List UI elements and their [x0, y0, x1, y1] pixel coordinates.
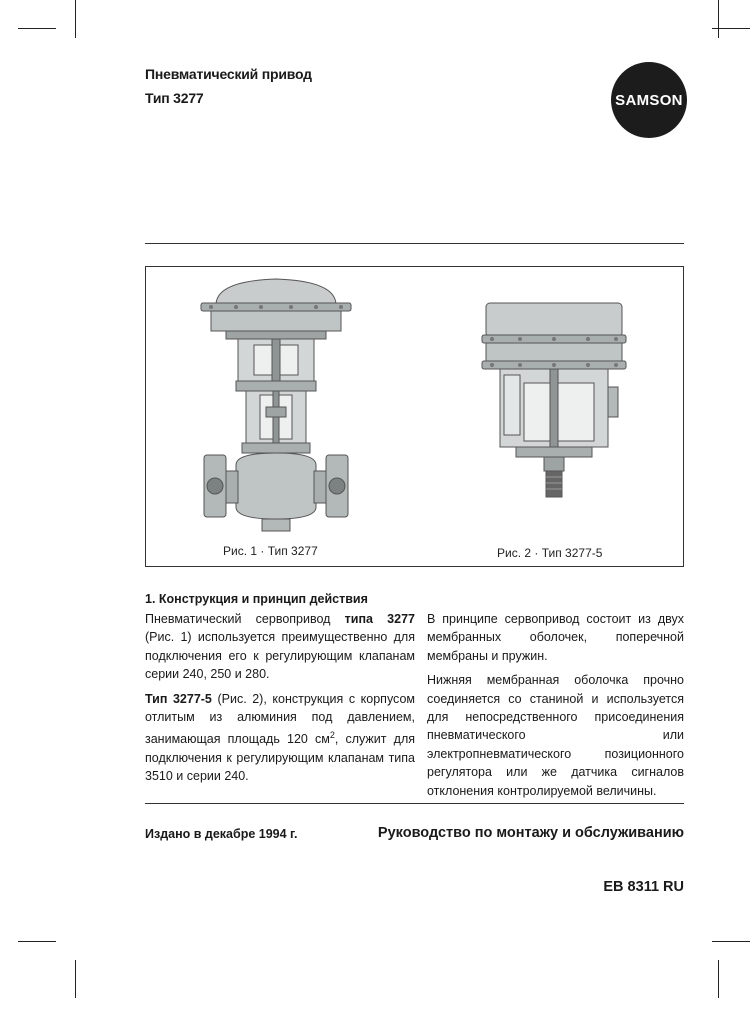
- crop-mark: [75, 960, 76, 998]
- crop-mark: [718, 960, 719, 998]
- text-run: (Рис. 1) используется преимущественно для подключения его к регулирующим клапанам серии 240, 250 и 280.: [145, 630, 415, 682]
- samson-logo: [611, 62, 687, 138]
- manual-title: Руководство по монтажу и обслуживанию: [377, 825, 684, 841]
- divider: [145, 243, 684, 244]
- document-id: EB 8311 RU: [603, 879, 684, 895]
- figure-1-caption: Рис. 1 · Тип 3277: [223, 544, 318, 558]
- crop-mark: [18, 941, 56, 942]
- right-column: [427, 610, 684, 806]
- crop-mark: [718, 0, 719, 38]
- figure-2-caption: Рис. 2 · Тип 3277-5: [497, 546, 603, 560]
- paragraph: В принципе сервопривод состоит из двух мембранных оболочек, поперечной мембраны и пружин.: [427, 612, 684, 663]
- paragraph: [145, 610, 415, 684]
- left-column: [145, 610, 415, 792]
- text-run: , служит для подключения к регулирующим клапанам типа 3510 и серии 240.: [145, 732, 416, 784]
- logo-text: SAMSON: [615, 91, 683, 109]
- text-run: (Рис. 2), конструкция с корпусом отлитым из алюминия под давлением, занимающая площадь 120 см: [145, 691, 415, 747]
- section-heading: 1. Конструкция и принцип действия: [145, 592, 368, 606]
- figure-1-valve-actuator: [196, 275, 356, 537]
- text-run: Пневматический сервопривод: [145, 612, 345, 626]
- crop-mark: [18, 28, 56, 29]
- page-title: Пневматический привод: [145, 66, 312, 82]
- divider: [145, 803, 684, 804]
- superscript: 2: [329, 730, 335, 741]
- figure-box: [145, 266, 684, 567]
- crop-mark: [712, 28, 750, 29]
- paragraph: [145, 690, 415, 786]
- figure-2-actuator: [476, 297, 636, 507]
- crop-mark: [75, 0, 76, 38]
- issue-date: Издано в декабре 1994 г.: [145, 827, 298, 841]
- bold-term: Тип 3277-5: [145, 691, 212, 706]
- crop-mark: [712, 941, 750, 942]
- bold-term: типа 3277: [344, 612, 415, 626]
- page-subtitle: Тип 3277: [145, 90, 204, 106]
- paragraph: Нижняя мембранная оболочка прочно соединяется со станиной и используется для непосредственного присоединения пневматического или электропневматического позиционного регулятора или же датчика сигналов отклонения контролируемой величины.: [427, 673, 684, 798]
